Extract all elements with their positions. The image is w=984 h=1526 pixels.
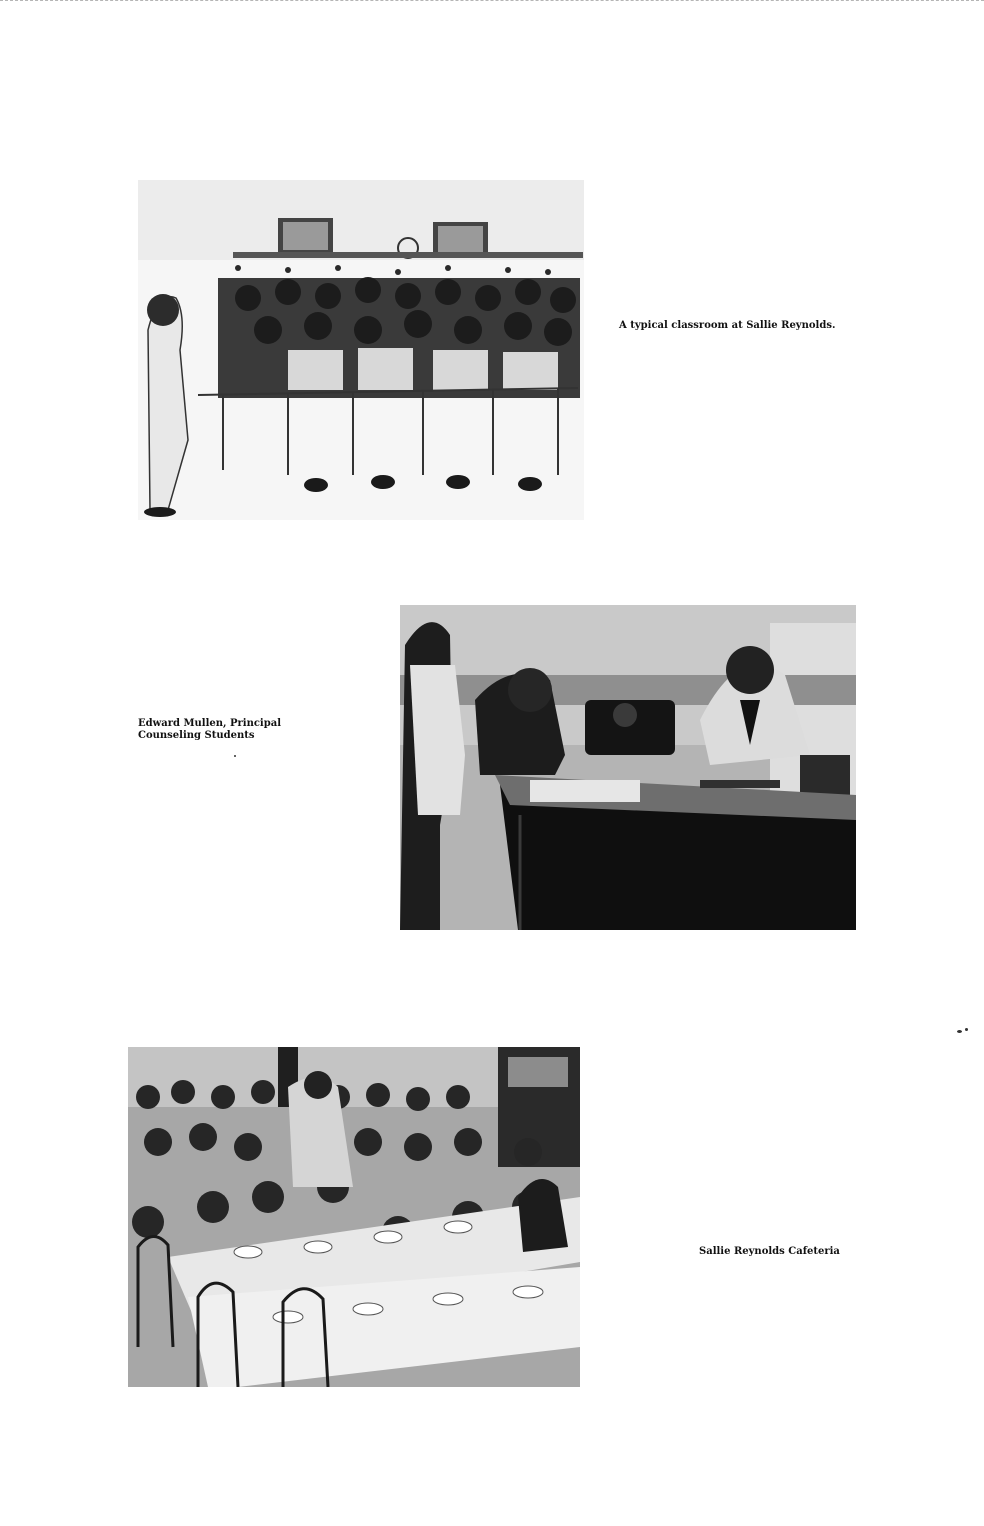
scan-speck bbox=[965, 1028, 968, 1031]
principal-photo bbox=[400, 605, 856, 930]
cafeteria-caption: Sallie Reynolds Cafeteria bbox=[699, 1246, 840, 1257]
scan-speck bbox=[957, 1030, 962, 1033]
page-top-edge bbox=[0, 0, 984, 1]
principal-caption-line-1: Edward Mullen, Principal bbox=[138, 718, 281, 729]
classroom-photo bbox=[138, 180, 584, 520]
cafeteria-photo-art bbox=[128, 1047, 580, 1387]
principal-caption-line-2: Counseling Students bbox=[138, 730, 255, 741]
classroom-photo-art bbox=[138, 180, 584, 520]
cafeteria-photo bbox=[128, 1047, 580, 1387]
classroom-caption: A typical classroom at Sallie Reynolds. bbox=[619, 320, 836, 331]
principal-photo-art bbox=[400, 605, 856, 930]
scan-speck bbox=[234, 755, 236, 757]
